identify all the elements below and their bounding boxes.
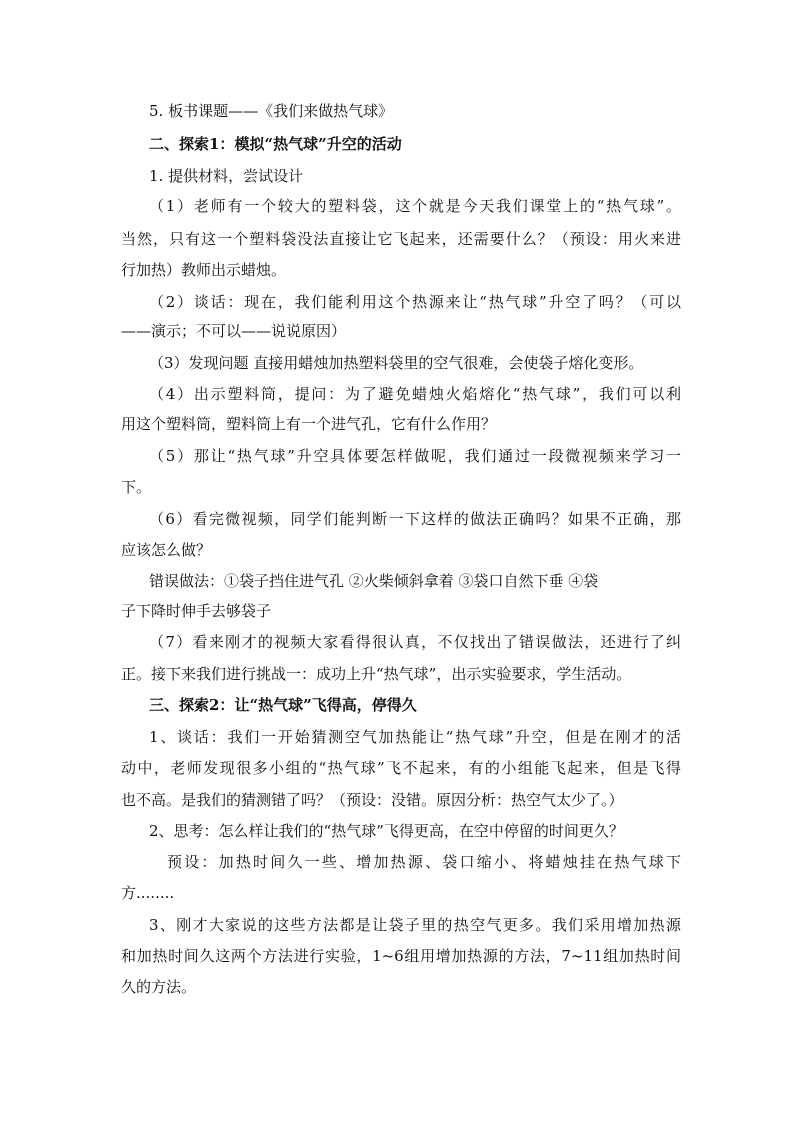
text-line: 正。接下来我们进行挑战一：成功上升“热气球”，出示实验要求，学生活动。 xyxy=(121,665,632,683)
text-line: 3、刚才大家说的这些方法都是让袋子里的热空气更多。我们采用增加热源 xyxy=(149,916,681,934)
text-line: （3）发现问题 直接用蜡烛加热塑料袋里的空气很难，会使袋子熔化变形。 xyxy=(149,354,644,372)
text-line: 方........ xyxy=(121,884,175,902)
text-line: 1. 提供材料，尝试设计 xyxy=(149,167,304,185)
text-line: 子下降时伸手去够袋子 xyxy=(121,602,272,620)
text-line: 行加热）教师出示蜡烛。 xyxy=(121,261,287,279)
text-line: ——演示；不可以——说说原因） xyxy=(121,322,347,340)
text-line: 5. 板书课题——《我们来做热气球》 xyxy=(149,102,394,120)
text-line: 错误做法：①袋子挡住进气孔 ②火柴倾斜拿着 ③袋口自然下垂 ④袋 xyxy=(149,572,599,590)
text-line: 下。 xyxy=(121,478,152,496)
text-line: 应该怎么做？ xyxy=(121,541,212,559)
text-line: （4）出示塑料筒，提问：为了避免蜡烛火焰熔化“热气球”，我们可以利 xyxy=(149,385,681,403)
text-line: 1、谈话：我们一开始猜测空气加热能让“热气球”升空，但是在刚才的活 xyxy=(149,728,681,746)
text-line: （1）老师有一个较大的塑料袋，这个就是今天我们课堂上的“热气球”。 xyxy=(149,197,681,215)
text-line: （5）那让“热气球”升空具体要怎样做呢，我们通过一段微视频来学习一 xyxy=(149,447,681,465)
text-line: （6）看完微视频，同学们能判断一下这样的做法正确吗？如果不正确，那 xyxy=(149,510,681,528)
text-line: 用这个塑料筒，塑料筒上有一个进气孔，它有什么作用？ xyxy=(121,415,497,433)
text-line: （2）谈话：现在，我们能利用这个热源来让“热气球”升空了吗？（可以 xyxy=(149,293,681,311)
section-heading: 二、探索1：模拟“热气球”升空的活动 xyxy=(149,135,402,153)
text-line: 动中，老师发现很多小组的“热气球”飞不起来，有的小组能飞起来，但是飞得 xyxy=(121,759,681,777)
text-line: 也不高。是我们的猜测错了吗？（预设：没错。原因分析：热空气太少了。） xyxy=(121,791,624,809)
text-line: 久的方法。 xyxy=(121,978,197,996)
text-line: 预设：加热时间久一些、增加热源、袋口缩小、将蜡烛挂在热气球下 xyxy=(167,853,681,871)
text-line: 和加热时间久这两个方法进行实验，1~6组用增加热源的方法，7~11组加热时间 xyxy=(121,947,681,965)
text-line: 当然，只有这一个塑料袋没法直接让它飞起来，还需要什么？（预设：用火来进 xyxy=(121,230,681,248)
section-heading: 三、探索2：让“热气球”飞得高，停得久 xyxy=(149,696,417,714)
text-line: 2、思考：怎么样让我们的“热气球”飞得更高，在空中停留的时间更久？ xyxy=(149,822,624,840)
text-line: （7）看来刚才的视频大家看得很认真，不仅找出了错误做法，还进行了纠 xyxy=(149,633,681,651)
